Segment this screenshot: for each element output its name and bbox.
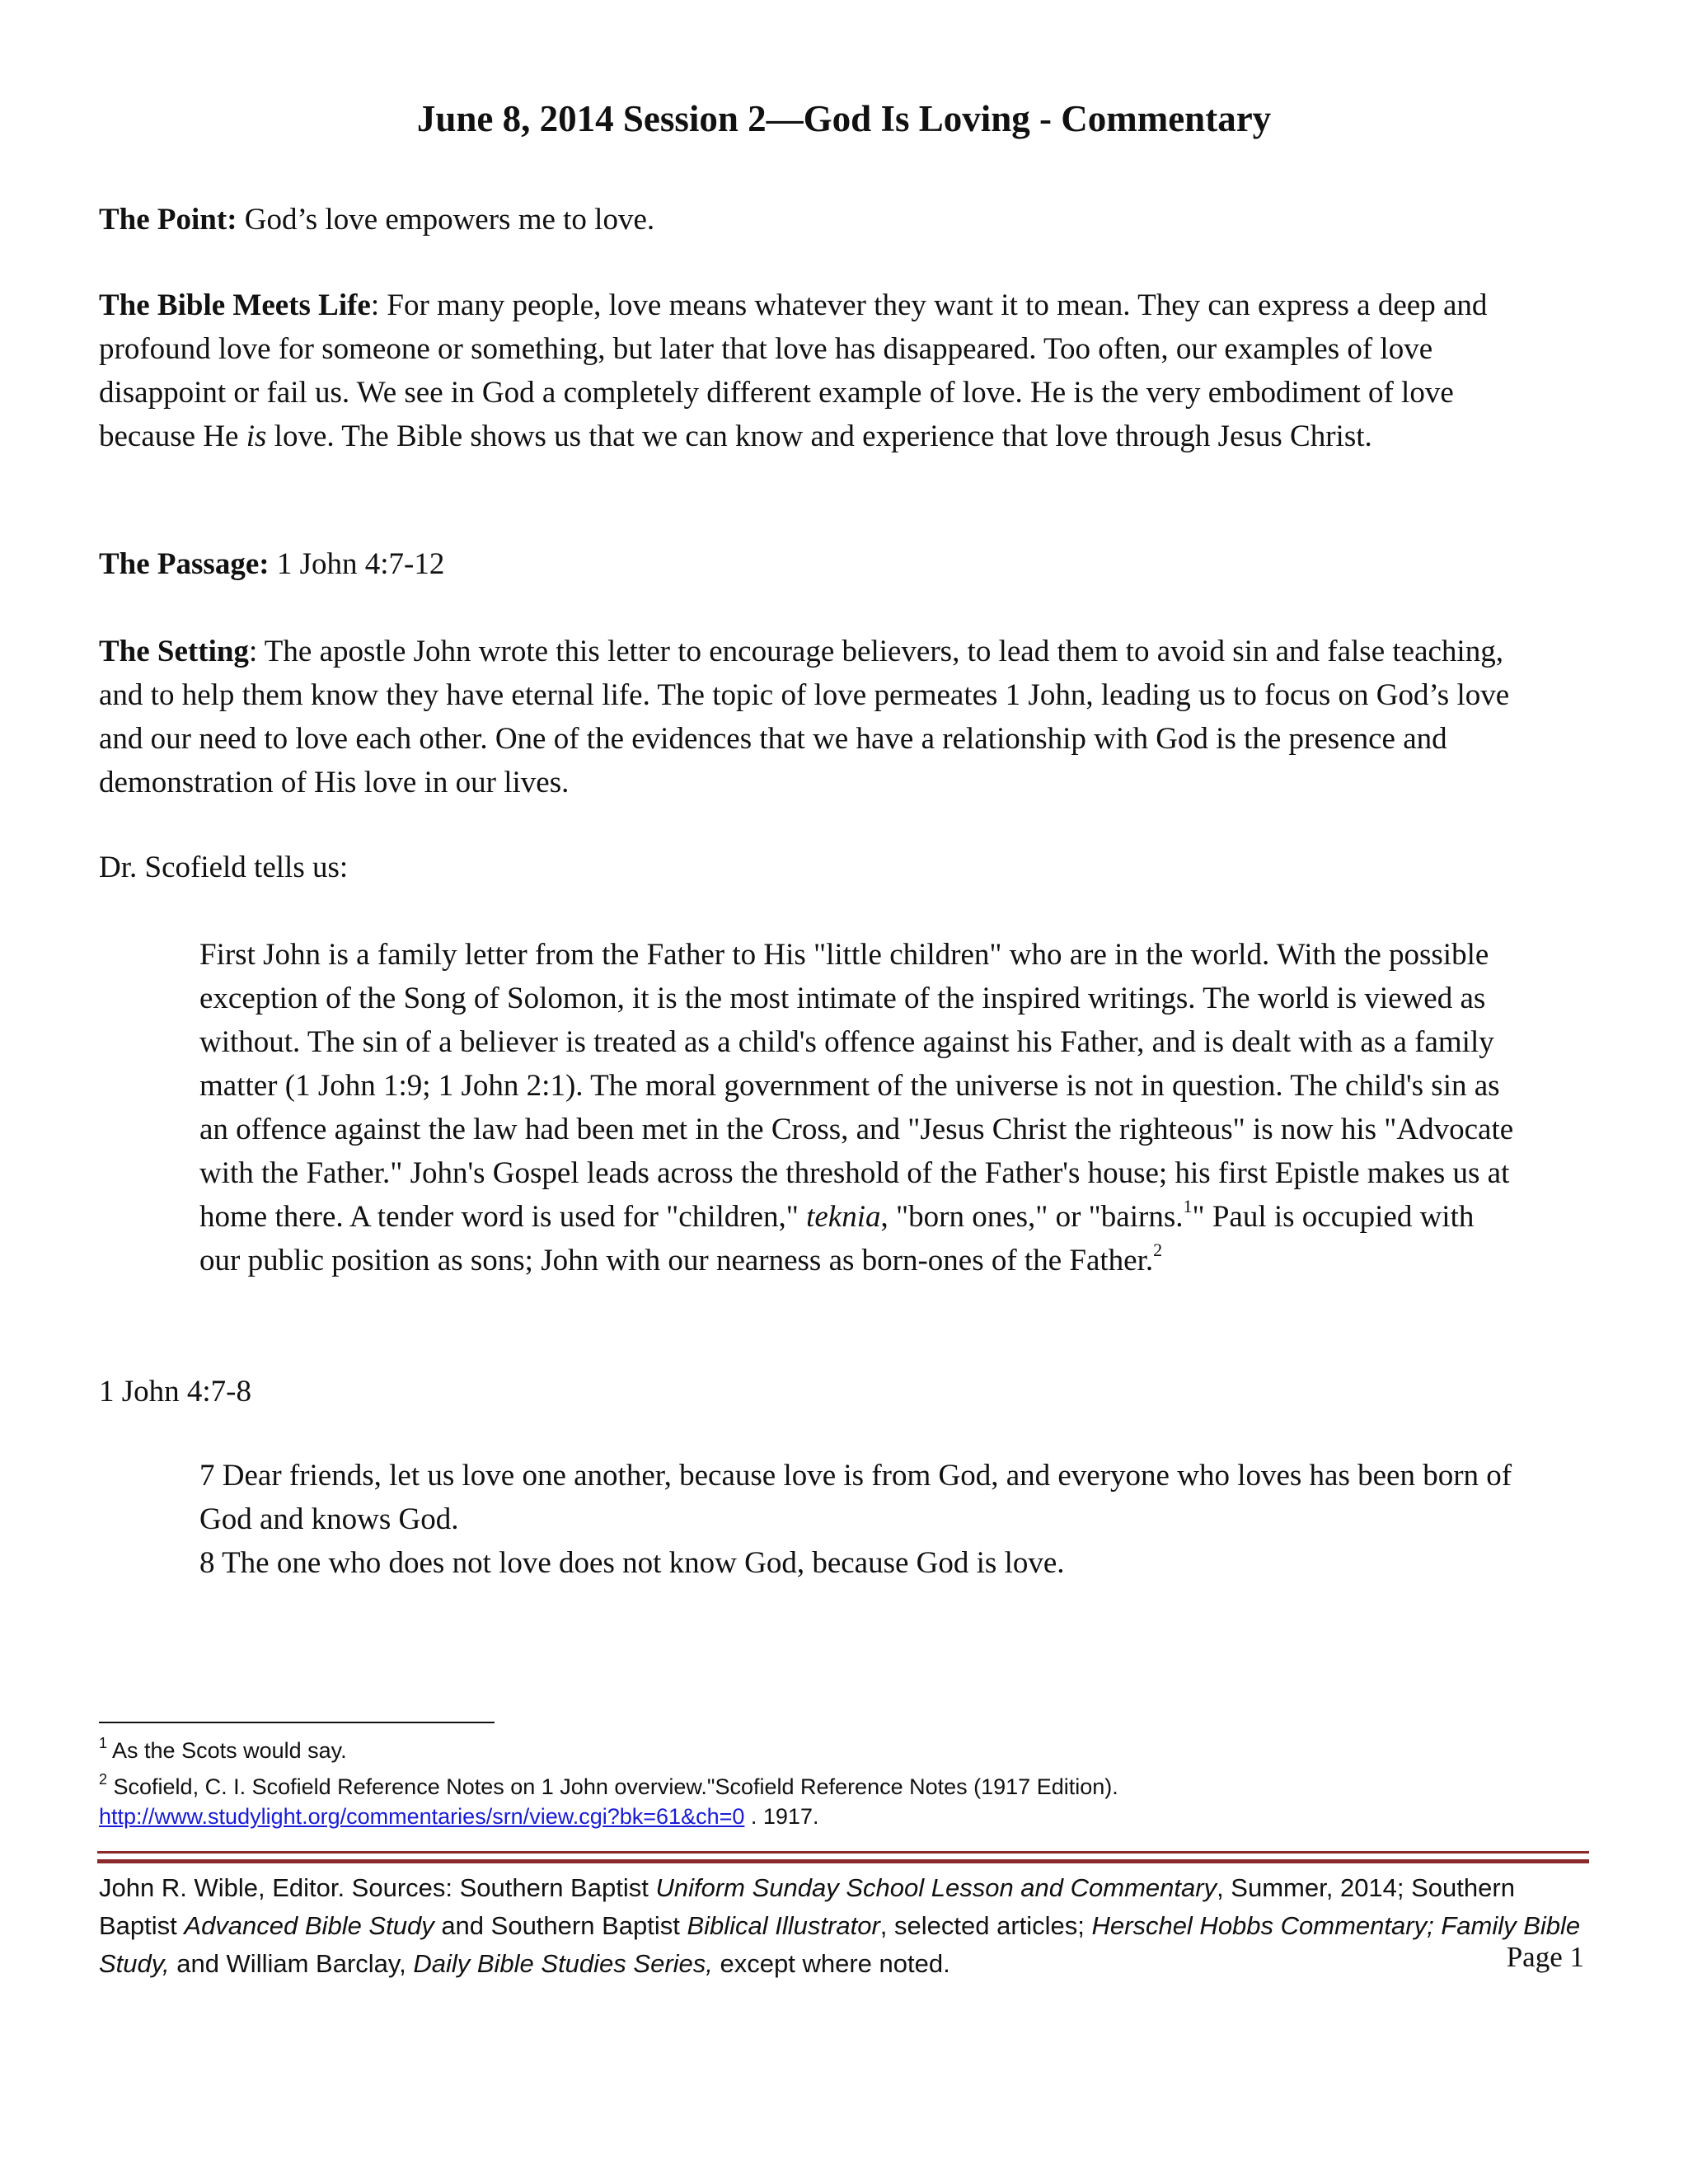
page-title: June 8, 2014 Session 2—God Is Loving - Commentary [416, 98, 1272, 139]
footnote-1 [99, 1736, 1566, 1765]
setting-label: The Setting [99, 635, 249, 668]
verse-7: 7 Dear friends, let us love one another, because love is from God, and everyone who loves has been born of God and knows God. [199, 1459, 1512, 1536]
page-number: Page 1 [1506, 1941, 1584, 1973]
footer-italic: Herschel Hobbs Commentary; Family Bible Study, [99, 1911, 1581, 1978]
quote-text-3: " Paul is occupied with our public position as sons; John with our nearness as born-ones of the Father. [199, 1200, 1475, 1277]
footer-text: and Southern Baptist [434, 1911, 687, 1940]
footnote-ref-2[interactable]: 2 [1153, 1239, 1163, 1260]
verse-8: 8 The one who does not love does not know God, because God is love. [199, 1546, 1065, 1580]
quote-text-2: , "born ones," or "bairns. [880, 1200, 1184, 1234]
footer-text: and William Barclay, [169, 1949, 414, 1978]
point-text: God’s love empowers me to love. [237, 203, 655, 237]
setting-paragraph [99, 630, 1517, 804]
footer-text: , selected articles; [879, 1911, 1092, 1940]
footer-italic: Uniform Sunday School Lesson and Commentary [655, 1873, 1217, 1902]
passage-label: The Passage: [99, 547, 270, 581]
footnote-2-year: . 1917. [744, 1804, 819, 1829]
bible-meets-life-paragraph [99, 284, 1517, 458]
footnote-1-text: As the Scots would say. [107, 1738, 347, 1763]
bible-meets-life-text: : For many people, love means whatever they want it to mean. They can express a deep and profound love for someone or something, but later that love has disappeared. Too often, our examples of love disappoint or fail us. We see in God a completely different example of love. He is the very embodiment of love because He [99, 288, 1488, 453]
point-label: The Point: [99, 203, 237, 237]
scripture-verses [199, 1454, 1518, 1585]
footnote-2-link[interactable]: http://www.studylight.org/commentaries/srn/view.cgi?bk=61&ch=0 [99, 1804, 745, 1829]
bible-meets-life-emphasis: is [246, 419, 267, 453]
footer-text: John R. Wible, Editor. Sources: Southern Baptist [99, 1873, 656, 1902]
passage-text: 1 John 4:7-12 [269, 547, 445, 581]
footnote-separator [99, 1722, 495, 1723]
footer-text: , Summer, 2014; Southern Baptist [99, 1873, 1515, 1940]
quote-text: First John is a family letter from the Father to His "little children" who are in the world. With the possible exception of the Song of Solomon, it is the most intimate of the inspired writings. The world is viewed as without. The sin of a believer is treated as a child's offence against his Father, and is dealt with as a family matter (1 John 1:9; 1 John 2:1). The moral government of the universe is not in question. The child's sin as an offence against the law had been met in the Cross, and "Jesus Christ the righteous" is now his "Advocate with the Father." John's Gospel leads across the threshold of the Father's house; his first Epistle makes us at home there. A tender word is used for "children," [199, 938, 1514, 1234]
footer-text: except where noted. [712, 1949, 950, 1978]
footnote-2-text: Scofield, C. I. Scofield Reference Notes on 1 John overview."Scofield Reference Notes (1917 Edition). [107, 1774, 1118, 1799]
footer-italic: Daily Bible Studies Series, [413, 1949, 713, 1978]
passage-paragraph [99, 542, 1517, 586]
footnote-1-number: 1 [99, 1735, 108, 1751]
scofield-quote [199, 933, 1518, 1282]
footnote-2-number: 2 [99, 1771, 108, 1788]
bible-meets-life-text-end: love. The Bible shows us that we can know and experience that love through Jesus Christ. [266, 419, 1372, 453]
point-paragraph [99, 198, 1517, 241]
footer-sources [99, 1869, 1589, 1983]
footer-separator-thin [97, 1851, 1589, 1854]
footer-italic: Advanced Bible Study [184, 1911, 434, 1940]
footer-italic: Biblical Illustrator [687, 1911, 880, 1940]
footer-separator-thick [97, 1859, 1589, 1863]
setting-text: : The apostle John wrote this letter to encourage believers, to lead them to avoid sin and false teaching, and to help them know they have eternal life. The topic of love permeates 1 John, leading us to focus on God’s love and our need to love each other. One of the evidences that we have a relationship with God is the presence and demonstration of His love in our lives. [99, 635, 1510, 799]
scofield-intro: Dr. Scofield tells us: [99, 851, 349, 884]
bible-meets-life-label: The Bible Meets Life [99, 288, 371, 322]
quote-italic-word: teknia [806, 1200, 881, 1234]
footnote-ref-1[interactable]: 1 [1183, 1195, 1193, 1216]
scripture-reference: 1 John 4:7-8 [99, 1375, 251, 1408]
footnote-2 [99, 1772, 1566, 1831]
